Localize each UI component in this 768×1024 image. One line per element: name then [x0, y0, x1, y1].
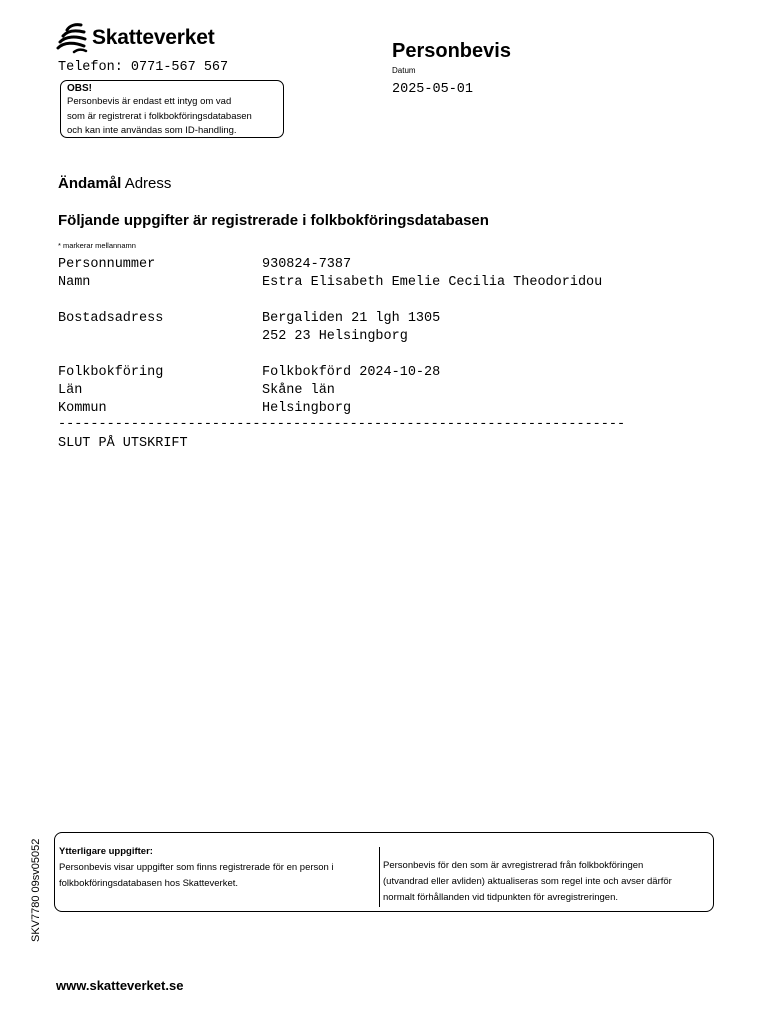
purpose-value: Adress	[124, 175, 172, 192]
end-of-printout: SLUT PÅ UTSKRIFT	[58, 436, 188, 451]
date-value: 2025-05-01	[392, 82, 474, 97]
website-url: www.skatteverket.se	[56, 978, 184, 993]
purpose	[58, 175, 171, 192]
purpose-label: Ändamål	[58, 175, 122, 192]
logo-wordmark: Skatteverket	[92, 26, 215, 49]
skatteverket-logo	[54, 22, 215, 54]
footer-right-line: (utvandrad eller avliden) aktualiseras som regel inte och avser därför	[383, 876, 672, 887]
footer-left-column	[59, 844, 375, 892]
notice-line: och kan inte användas som ID-handling.	[67, 125, 237, 136]
notice-line: som är registrerat i folkbokföringsdatabasen	[67, 110, 252, 122]
section-heading: Följande uppgifter är registrerade i folkbokföringsdatabasen	[58, 212, 489, 229]
footer-left-line: folkbokföringsdatabasen hos Skatteverket.	[59, 878, 239, 889]
lan-label: Län	[58, 383, 83, 398]
footer-right-column	[383, 858, 708, 906]
footer-left-title: Ytterligare uppgifter:	[59, 846, 153, 857]
footer-right-line: normalt förhållanden vid tidpunkten för avregistreringen.	[383, 892, 618, 903]
middle-name-note: * markerar mellannamn	[58, 241, 136, 250]
bostadsadress-label: Bostadsadress	[58, 311, 164, 326]
bostadsadress-postal: 252 23 Helsingborg	[262, 329, 408, 344]
footer-column-divider	[379, 847, 380, 907]
dashed-divider: ----------------------------------------------------------------------	[58, 417, 626, 432]
notice-title: OBS!	[67, 83, 92, 94]
bostadsadress-street: Bergaliden 21 lgh 1305	[262, 311, 441, 326]
personnummer-value: 930824-7387	[262, 257, 352, 272]
namn-value: Estra Elisabeth Emelie Cecilia Theodoridou	[262, 275, 603, 290]
phone-number: Telefon: 0771-567 567	[58, 60, 229, 75]
notice-box	[60, 80, 284, 138]
notice-text	[67, 95, 277, 139]
kommun-value: Helsingborg	[262, 401, 352, 416]
footer-info-box	[54, 832, 714, 912]
form-code: SKV7780 09sv05052	[30, 838, 42, 942]
skatteverket-emblem-icon	[54, 22, 90, 54]
document-title: Personbevis	[392, 40, 511, 62]
folkbokforing-value: Folkbokförd 2024-10-28	[262, 365, 441, 380]
lan-value: Skåne län	[262, 383, 335, 398]
kommun-label: Kommun	[58, 401, 107, 416]
date-label: Datum	[392, 66, 416, 75]
personnummer-label: Personnummer	[58, 257, 156, 272]
footer-left-line: Personbevis visar uppgifter som finns registrerade för en person i	[59, 862, 334, 873]
notice-line: Personbevis är endast ett intyg om vad	[67, 96, 232, 107]
namn-label: Namn	[58, 275, 91, 290]
footer-right-line: Personbevis för den som är avregistrerad från folkbokföringen	[383, 860, 644, 871]
folkbokforing-label: Folkbokföring	[58, 365, 164, 380]
